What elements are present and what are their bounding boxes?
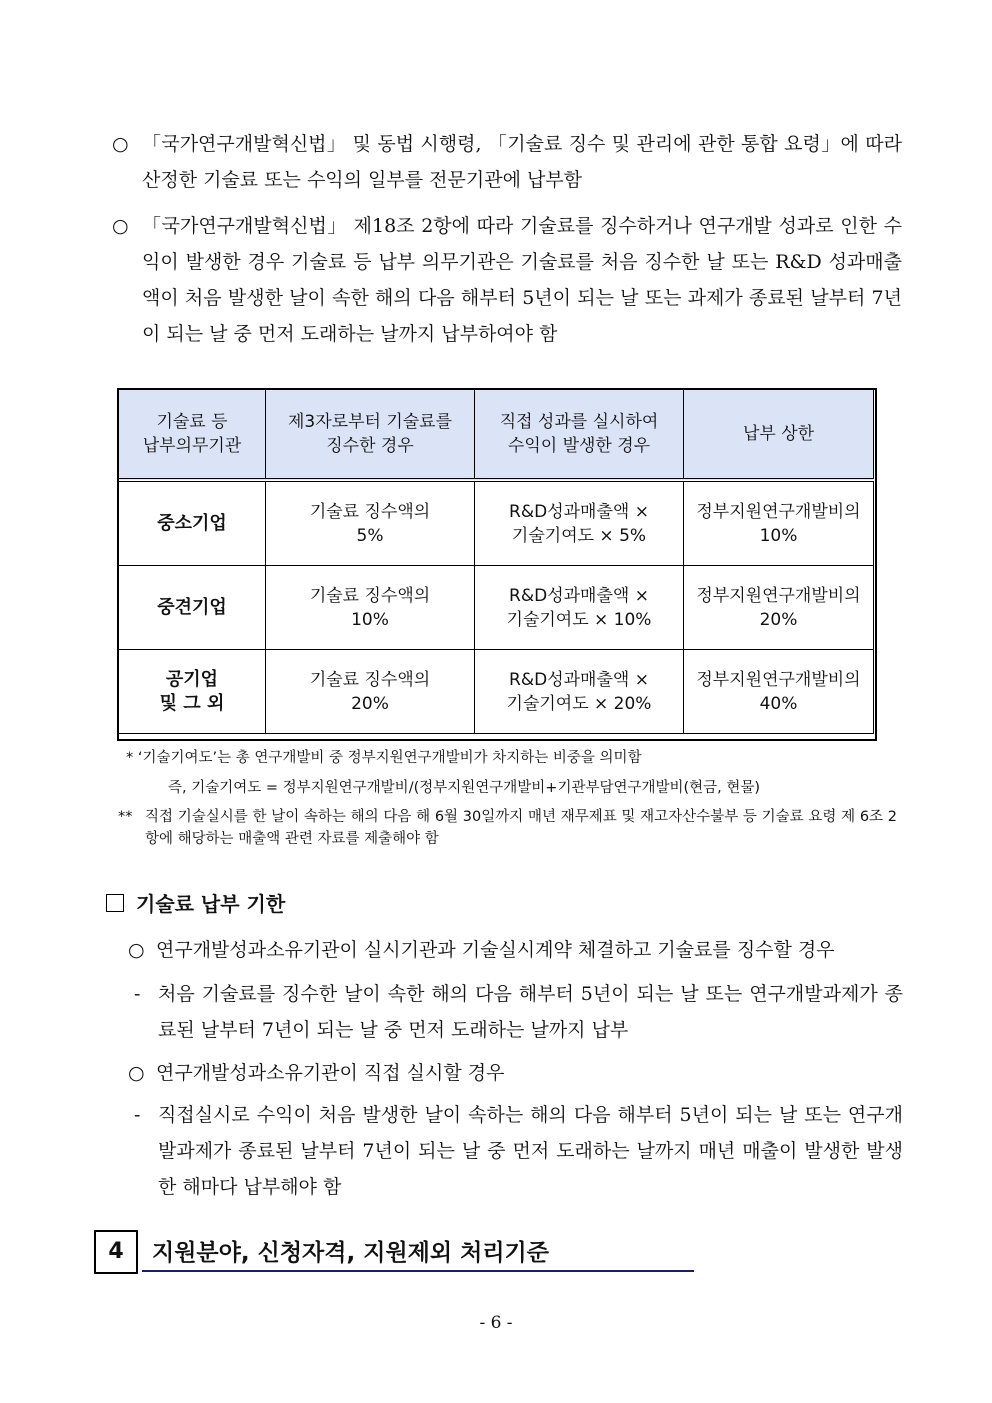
list-item <box>134 976 903 1048</box>
cell-org: 중견기업 <box>119 566 266 650</box>
bullet-circle: ○ <box>128 1062 145 1084</box>
table-row <box>119 566 874 650</box>
bullet-circle: ○ <box>128 939 145 961</box>
list-item <box>128 932 903 968</box>
royalty-table <box>118 389 874 734</box>
cell-org: 중소기업 <box>119 480 266 566</box>
section-title: 기술료 납부 기한 <box>136 892 286 916</box>
footnote-submission: 직접 기술실시를 한 날이 속하는 해의 다음 해 6월 30일까지 매년 재무제표 및 재고자산수불부 등 기술료 요령 제 6조 2항에 해당하는 매출액 관련 자료를 제출해야 함 <box>145 809 897 847</box>
table-row <box>119 480 874 566</box>
header-direct: 직접 성과를 실시하여 수익이 발생한 경우 <box>475 390 684 481</box>
chapter-title: 지원분야, 신청자격, 지원제외 처리기준 <box>152 1240 549 1266</box>
bullet-circle: ○ <box>112 133 129 155</box>
footnote-formula: 즉, 기술기여도 = 정부지원연구개발비/(정부지원연구개발비+기관부담연구개발비(현금, 현물) <box>168 780 761 796</box>
cell-cap: 정부지원연구개발비의 10% <box>684 480 874 566</box>
bullet-circle: ○ <box>112 215 129 237</box>
bullet-dash: - <box>134 1104 141 1126</box>
bullet-dash: - <box>134 983 141 1005</box>
list-item <box>128 1055 903 1091</box>
cell-third-party: 기술료 징수액의 5% <box>266 480 475 566</box>
cell-cap: 정부지원연구개발비의 40% <box>684 650 874 734</box>
cell-direct: R&D성과매출액 × 기술기여도 × 5% <box>475 480 684 566</box>
table-row <box>119 650 874 734</box>
cell-org: 공기업 및 그 외 <box>119 650 266 734</box>
chapter-underline <box>142 1270 694 1272</box>
checkbox-square-icon <box>106 894 124 912</box>
paragraph-payment-obligation <box>112 208 902 352</box>
list-item <box>134 1097 903 1205</box>
paragraph-text: 「국가연구개발혁신법」 및 동법 시행령, 「기술료 징수 및 관리에 관한 통합 요령」에 따라 산정한 기술료 또는 수익의 일부를 전문기관에 납부함 <box>142 133 902 191</box>
item-text: 연구개발성과소유기관이 실시기관과 기술실시계약 체결하고 기술료를 징수할 경우 <box>156 939 835 961</box>
cell-third-party: 기술료 징수액의 20% <box>266 650 475 734</box>
cell-direct: R&D성과매출액 × 기술기여도 × 10% <box>475 566 684 650</box>
chapter-number: 4 <box>94 1230 138 1274</box>
cell-third-party: 기술료 징수액의 10% <box>266 566 475 650</box>
header-third-party: 제3자로부터 기술료를 징수한 경우 <box>266 390 475 481</box>
header-cap: 납부 상한 <box>684 390 874 481</box>
item-text: 연구개발성과소유기관이 직접 실시할 경우 <box>156 1062 505 1084</box>
table-header-row <box>119 390 874 481</box>
cell-direct: R&D성과매출액 × 기술기여도 × 20% <box>475 650 684 734</box>
cell-cap: 정부지원연구개발비의 20% <box>684 566 874 650</box>
item-text: 처음 기술료를 징수한 날이 속한 해의 다음 해부터 5년이 되는 날 또는 연구개발과제가 종료된 날부터 7년이 되는 날 중 먼저 도래하는 날까지 납부 <box>158 983 903 1041</box>
footnote-contribution: * ‘기술기여도’는 총 연구개발비 중 정부지원연구개발비가 차지하는 비중을 의미함 <box>126 750 642 766</box>
header-obligated-org: 기술료 등 납부의무기관 <box>119 390 266 481</box>
paragraph-text: 「국가연구개발혁신법」 제18조 2항에 따라 기술료를 징수하거나 연구개발 성과로 인한 수익이 발생한 경우 기술료 등 납부 의무기관은 기술료를 처음 징수한 날 또는 R&D 성과매출액이 처음 발생한 날이 속한 해의 다음 해부터 5년이 되는 날 또는 과제가 종료된 날부터 7년이 되는 날 중 먼저 도래하는 날까지 납부하여야 함 <box>142 215 902 345</box>
section-heading <box>106 888 285 917</box>
page-number: - 6 - <box>479 1313 513 1333</box>
item-text: 직접실시로 수익이 처음 발생한 날이 속하는 해의 다음 해부터 5년이 되는 날 또는 연구개발과제가 종료된 날부터 7년이 되는 날 중 먼저 도래하는 날까지 매년 매출이 발생한 발생한 해마다 납부해야 함 <box>158 1104 903 1198</box>
footnote-mark: ** <box>118 809 133 825</box>
paragraph-legal-basis <box>112 126 902 198</box>
